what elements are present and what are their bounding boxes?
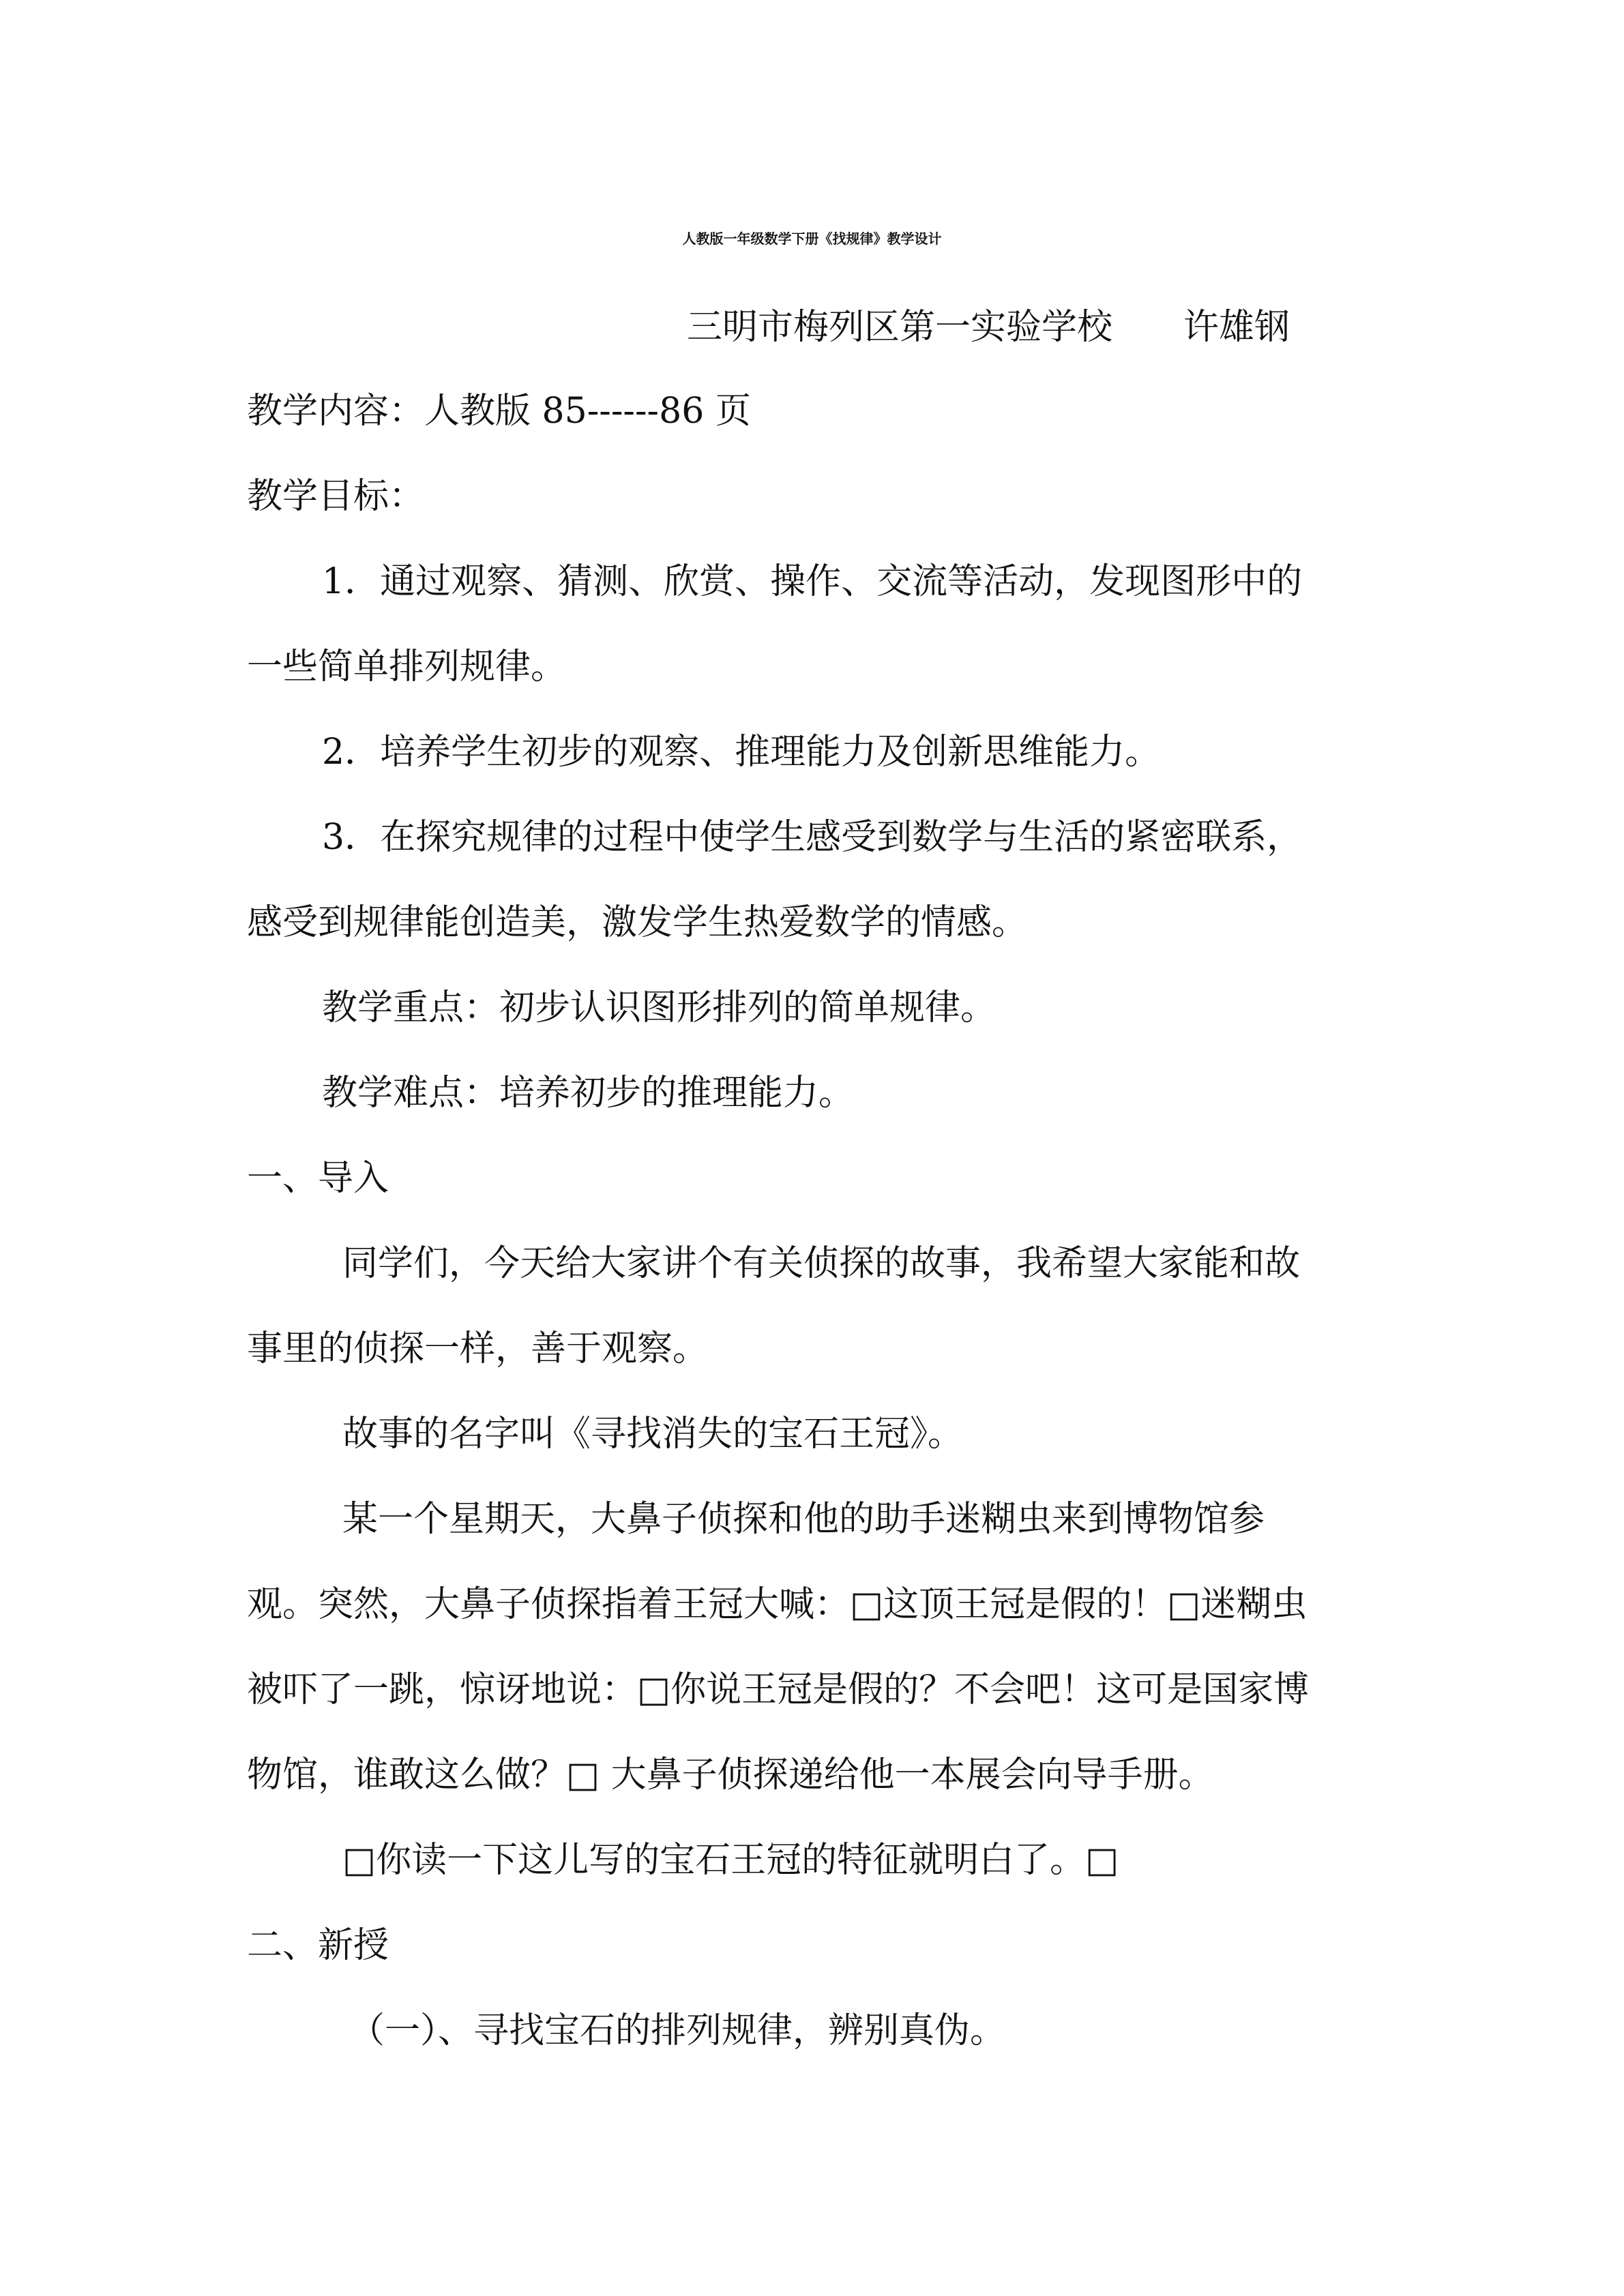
text-line: 教学目标： [247,476,425,517]
text-line: 教学内容：人教版 85------86 页 [247,391,751,432]
text-line: 某一个星期天，大鼻子侦探和他的助手迷糊虫来到博物馆参 [342,1499,1265,1540]
text-line: 事里的侦探一样，善于观察。 [247,1328,709,1369]
text-line: （一）、寻找宝石的排列规律，辨别真伪。 [349,2010,1006,2051]
section-heading: 二、新授 [247,1925,389,1966]
text-line: 同学们，今天给大家讲个有关侦探的故事，我希望大家能和故 [342,1243,1301,1284]
text-line: □你读一下这儿写的宝石王冠的特征就明白了。□ [342,1840,1119,1881]
text-line: 教学难点：培养初步的推理能力。 [322,1073,855,1114]
text-line: 2．培养学生初步的观察、推理能力及创新思维能力。 [322,732,1161,773]
text-line: 3．在探究规律的过程中使学生感受到数学与生活的紧密联系， [322,817,1303,858]
section-heading: 一、导入 [247,1158,389,1199]
author-line: 三明市梅列区第一实验学校 许雄钢 [687,307,1290,348]
text-line: 观。突然，大鼻子侦探指着王冠大喊：□这顶王冠是假的！□迷糊虫 [247,1584,1308,1625]
text-line: 故事的名字叫《寻找消失的宝石王冠》。 [342,1414,964,1455]
text-line: 物馆，谁敢这么做？□ 大鼻子侦探递给他一本展会向导手册。 [247,1755,1214,1795]
text-line: 感受到规律能创造美，激发学生热爱数学的情感。 [247,902,1028,943]
text-line: 被吓了一跳，惊讶地说：□你说王冠是假的？不会吧！这可是国家博 [247,1669,1310,1710]
document-title: 人教版一年级数学下册《找规律》教学设计 [682,230,942,247]
text-line: 一些简单排列规律。 [247,646,567,687]
text-line: 教学重点：初步认识图形排列的简单规律。 [322,987,996,1028]
text-line: 1．通过观察、猜测、欣赏、操作、交流等活动，发现图形中的 [322,561,1303,602]
